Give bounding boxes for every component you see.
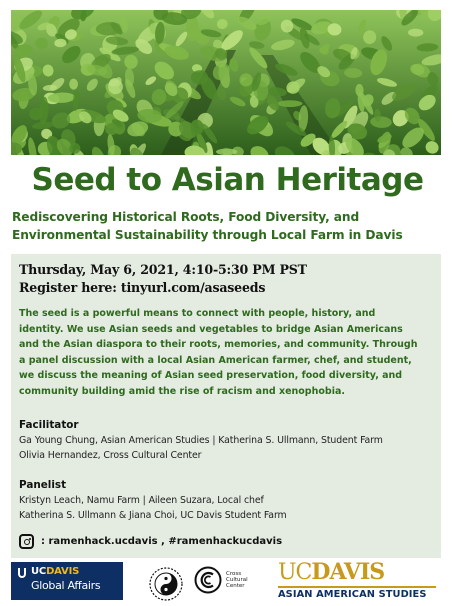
event-subtitle [12, 208, 452, 244]
event-details-panel [11, 254, 441, 558]
logo-divider [278, 586, 436, 588]
facilitator-heading: Facilitator [19, 419, 79, 431]
event-description [19, 306, 435, 400]
logo-unit: Global Affairs [31, 579, 101, 592]
description-line: we discuss the meaning of Asian seed preservation, food diversity, and [19, 370, 403, 382]
leaf-shape [216, 149, 237, 156]
description-line: The seed is a powerful means to connect with people, history, and [19, 308, 376, 319]
aas-wordmark: UCDAVIS [278, 559, 385, 585]
uc-davis-global-affairs-logo [11, 562, 123, 600]
cross-cultural-center-logo [194, 566, 248, 594]
social-handle [19, 534, 282, 549]
description-line: identity. We use Asian seeds and vegetables to bridge Asian Americans [19, 323, 403, 335]
description-line: a panel discussion with a local Asian American farmer, chef, and student, [19, 354, 412, 366]
logo-wordmark: UCDAVIS [31, 566, 80, 577]
aas-unit: ASIAN AMERICAN STUDIES [278, 588, 427, 600]
registration-link[interactable]: Register here: tinyurl.com/asaseeds [19, 280, 266, 295]
facilitator-line: Olivia Hernandez, Cross Cultural Center [19, 450, 202, 461]
asian-american-studies-logo [278, 560, 443, 600]
uc-davis-u-icon [18, 568, 26, 578]
panelist-line: Kristyn Leach, Namu Farm | Aileen Suzara, Local chef [19, 495, 264, 506]
plant-photo-illustration [11, 10, 441, 155]
subtitle-line: Environmental Sustainability through Local Farm in Davis [12, 228, 403, 242]
leaf-shape [277, 100, 302, 107]
panelist-line: Katherina S. Ullmann & Jiana Choi, UC Davis Student Farm [19, 510, 287, 521]
panelist-heading: Panelist [19, 479, 67, 491]
ccc-wordmark: Cross Cultural Center [226, 570, 248, 590]
event-date: Thursday, May 6, 2021, 4:10-5:30 PM PST [19, 262, 307, 277]
header-plant-photo [11, 10, 441, 155]
facilitator-line: Ga Young Chung, Asian American Studies | Katherina S. Ullmann, Student Farm [19, 435, 383, 446]
instagram-icon [19, 534, 34, 549]
ccc-emblem-icon [194, 566, 222, 594]
event-title: Seed to Asian Heritage [31, 162, 424, 198]
description-line: and the Asian diaspora to their roots, memories, and community. Through [19, 339, 418, 351]
description-line: community building amid the rise of racism and xenophobia. [19, 385, 345, 397]
subtitle-line: Rediscovering Historical Roots, Food Diversity, and [12, 210, 360, 224]
social-handle-text: : ramenhack.ucdavis , #ramenhackucdavis [41, 536, 283, 547]
student-farm-seal-logo [148, 566, 184, 602]
